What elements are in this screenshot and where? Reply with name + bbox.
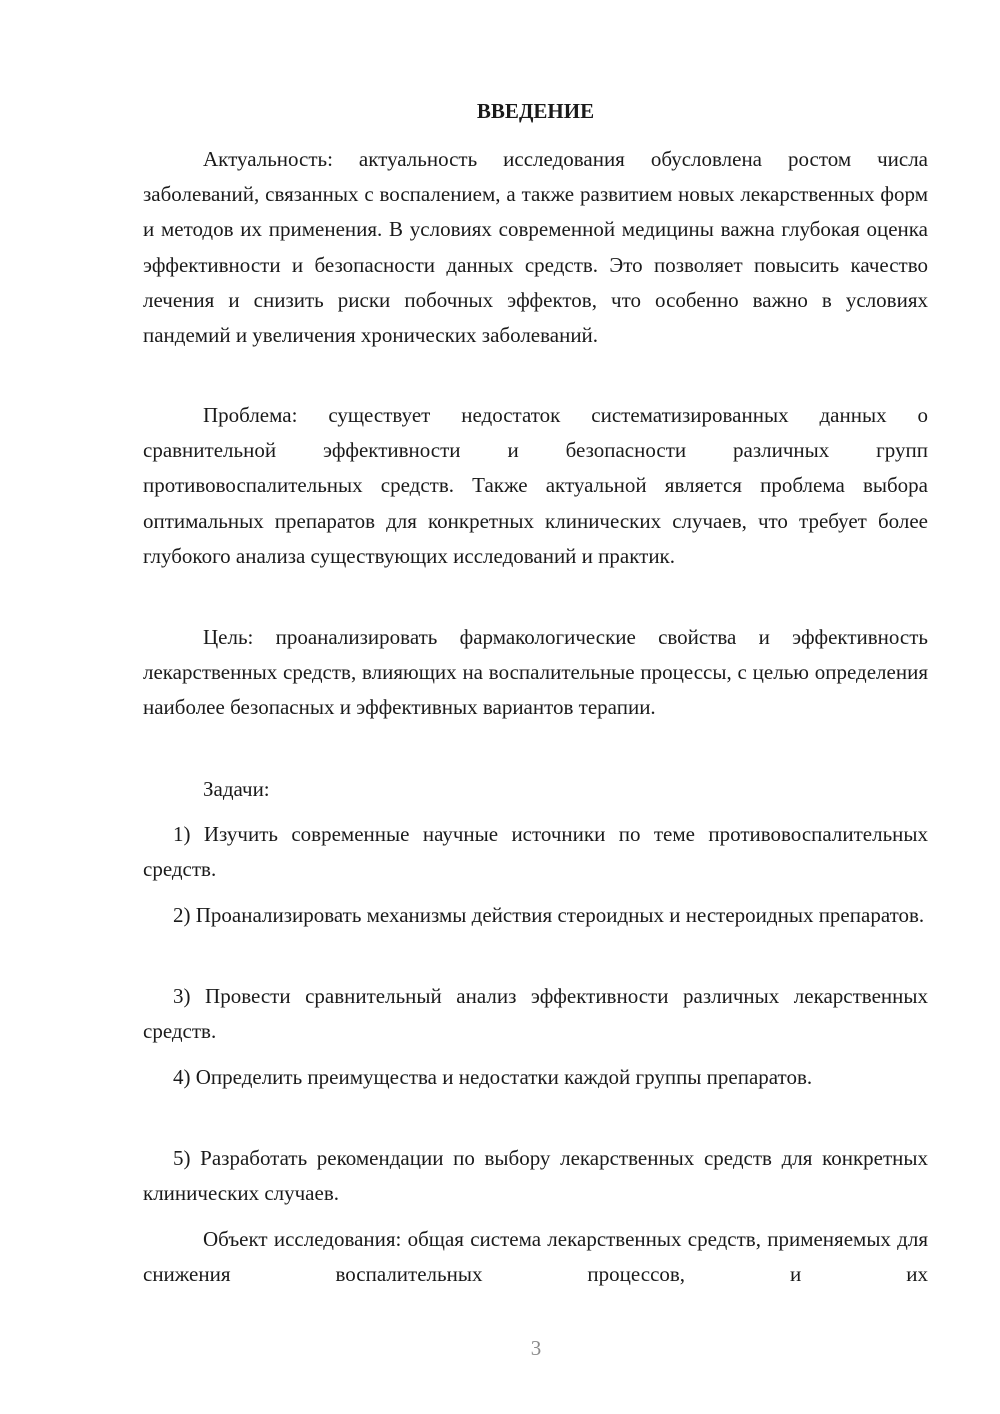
task-item-3: 3) Провести сравнительный анализ эффективности различных лекарственных средств.	[143, 984, 928, 1044]
task-item-5: 5) Разработать рекомендации по выбору лекарственных средств для конкретных клинических случаев.	[143, 1146, 928, 1206]
task-item-1: 1) Изучить современные научные источники по теме противовоспалительных средств.	[143, 822, 928, 882]
paragraph-relevance: Актуальность: актуальность исследования обусловлена ростом числа заболеваний, связанных с воспалением, а также развитием новых лекарственных форм и методов их применения. В условиях современной медицины важна глубокая оценка эффективности и безопасности данных средств. Это позволяет повысить качество лечения и снизить риски побочных эффектов, что особенно важно в условиях пандемий и увеличения хронических заболеваний.	[143, 147, 928, 348]
task-item-4: 4) Определить преимущества и недостатки каждой группы препаратов.	[173, 1065, 813, 1089]
paragraph-object: Объект исследования: общая система лекарственных средств, применяемых для снижения воспалительных процессов, и их	[143, 1227, 928, 1287]
tasks-heading: Задачи:	[203, 777, 270, 801]
task-item-2: 2) Проанализировать механизмы действия стероидных и нестероидных препаратов.	[173, 903, 925, 927]
paragraph-goal: Цель: проанализировать фармакологические свойства и эффективность лекарственных средств, влияющих на воспалительные процессы, с целью определения наиболее безопасных и эффективных вариантов терапии.	[143, 625, 928, 720]
page-number: 3	[530, 1336, 542, 1360]
page-title: ВВЕДЕНИЕ	[476, 99, 595, 123]
paragraph-problem: Проблема: существует недостаток систематизированных данных о сравнительной эффективности и безопасности различных групп противовоспалительных средств. Также актуальной является проблема выбора оптимальных препаратов для конкретных клинических случаев, что требует более глубокого анализа существующих исследований и практик.	[143, 403, 928, 568]
